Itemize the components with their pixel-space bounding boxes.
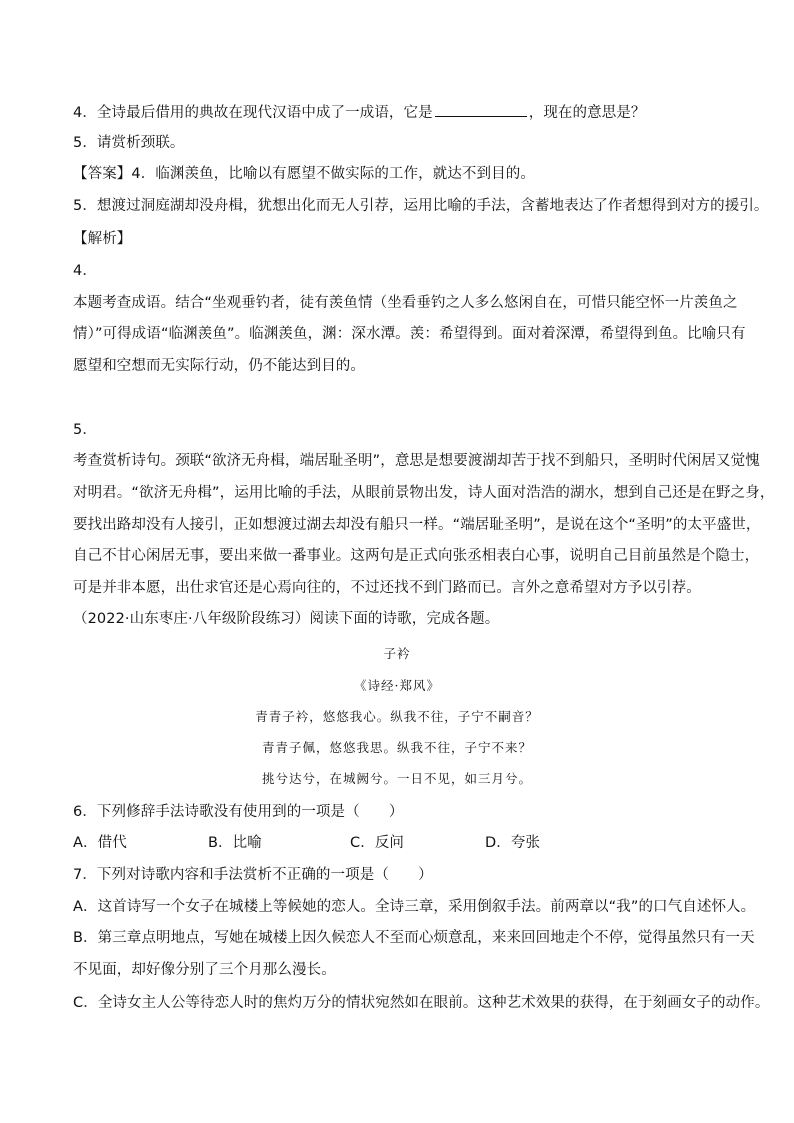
poem-line: 青青子衿，悠悠我心。纵我不往，子宁不嗣音？ — [255, 709, 539, 724]
analysis-5-line: 要找出路却没有人接引，正如想渡过湖去却没有船只一样。“端居耻圣明”，是说在这个“圣明”的太平盛世， — [73, 517, 761, 533]
answer-line-1: 【答案】4．临渊羡鱼，比喻以有愿望不做实际的工作，就达不到目的。 — [73, 166, 535, 182]
option-b: B．比喻 — [208, 835, 262, 851]
analysis-4-line: 情）”可得成语“临渊羡鱼”。临渊羡鱼，渊：深水潭。羡：希望得到。面对着深潭，希望得到鱼。比喻只有 — [73, 326, 746, 342]
analysis-5-line: 考查赏析诗句。颈联“欲济无舟楫，端居耻圣明”，意思是想要渡湖却苦于找不到船只，圣明时代闲居又觉愧 — [73, 453, 760, 469]
option-c: C．反问 — [350, 835, 405, 851]
answer-blank — [435, 104, 527, 117]
option-a: A．借代 — [73, 835, 127, 851]
analysis-heading: 【解析】 — [73, 231, 132, 247]
option-b: B．第三章点明地点，写她在城楼上因久候恋人不至而心烦意乱，来来回回地走个不停，觉得虽然只有一天 — [73, 930, 755, 946]
poem-line: 挑兮达兮，在城阙兮。一日不见，如三月兮。 — [261, 771, 532, 786]
analysis-5-line: 对明君。“欲济无舟楫”，运用比喻的手法，从眼前景物出发，诗人面对浩浩的湖水，想到自己还是在野之身， — [73, 485, 775, 501]
source-note: （2022·山东枣庄·八年级阶段练习）阅读下面的诗歌，完成各题。 — [73, 611, 500, 627]
analysis-number-5: 5． — [73, 422, 97, 438]
answer-line-2: 5．想渡过洞庭湖却没舟楫，犹想出化而无人引荐，运用比喻的手法，含蓄地表达了作者想得到对方的援引。 — [73, 198, 769, 214]
option-c: C．全诗女主人公等待恋人时的焦灼万分的情状宛然如在眼前。这种艺术效果的获得，在于刻画女子的动作。 — [73, 995, 770, 1011]
poem-title: 子衿 — [383, 646, 411, 661]
option-b-continued: 不见面，却好像分别了三个月那么漫长。 — [73, 962, 336, 978]
poem-author: 《诗经·郑风》 — [354, 678, 440, 693]
analysis-5-line: 自己不甘心闲居无事，要出来做一番事业。这两句是正式向张丞相表白心事，说明自己目前虽然是个隐士， — [73, 548, 760, 564]
question-6: 6．下列修辞手法诗歌没有使用到的一项是（ ） — [73, 804, 404, 820]
poem-line: 青青子佩，悠悠我思。纵我不往，子宁不来？ — [261, 740, 532, 755]
option-d: D．夸张 — [485, 835, 541, 851]
question-4-text: 4．全诗最后借用的典故在现代汉语中成了一成语，它是 — [73, 105, 433, 121]
analysis-5-line: 可是并非本愿，出仕求官还是心焉向往的，不过还找不到门路而已。言外之意希望对方予以引荐。 — [73, 580, 701, 596]
analysis-4-line: 本题考查成语。结合“坐观垂钓者，徒有羡鱼情（坐看垂钓之人多么悠闲自在，可惜只能空怀一片羡鱼之 — [73, 295, 738, 311]
question-7: 7．下列对诗歌内容和手法赏析不正确的一项是（ ） — [73, 867, 433, 883]
option-a: A．这首诗写一个女子在城楼上等候她的恋人。全诗三章，采用倒叙手法。前两章以“我”的口气自述怀人。 — [73, 899, 756, 915]
question-4 — [73, 104, 725, 121]
question-4-suffix: ，现在的意思是？ — [528, 105, 646, 121]
analysis-number-4: 4． — [73, 263, 97, 279]
question-5: 5．请赏析颈联。 — [73, 135, 185, 151]
analysis-4-line: 愿望和空想而无实际行动，仍不能达到目的。 — [73, 358, 365, 374]
